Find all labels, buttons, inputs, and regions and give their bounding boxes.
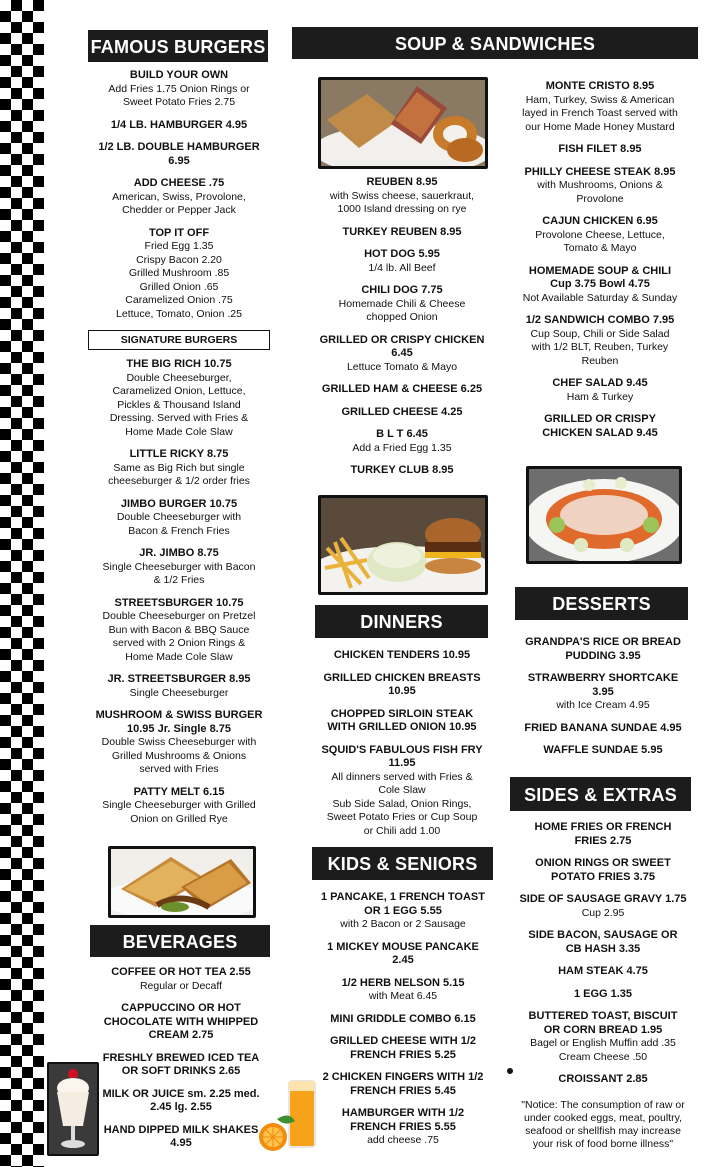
menu-item-name: ONION RINGS OR SWEET POTATO FRIES 3.75: [535, 857, 671, 883]
menu-item-name: PATTY MELT 6.15: [133, 785, 225, 798]
description-line: Cup 2.95: [581, 906, 625, 919]
menu-item-name: CHOPPED SIRLOIN STEAK WITH GRILLED ONION 10.95: [327, 707, 477, 733]
dinners-heading: DINNERS: [315, 605, 488, 638]
menu-item: [519, 965, 687, 979]
beverages-heading: BEVERAGES: [90, 925, 270, 957]
description-line: Homemade Chili & Cheese: [338, 297, 466, 310]
menu-item: [519, 744, 687, 758]
description-line: Ham, Turkey, Swiss & American: [525, 93, 675, 106]
description-line: Bacon & French Fries: [128, 524, 230, 537]
description-line: our Home Made Honey Mustard: [525, 120, 675, 133]
milkshake-photo: [47, 1062, 99, 1156]
menu-item-name: MONTE CRISTO 8.95: [545, 80, 655, 92]
menu-item-name: STREETSBURGER 10.75: [114, 596, 244, 609]
menu-item-description: [88, 561, 270, 588]
menu-item: [519, 857, 687, 884]
soup-right-list: [519, 80, 681, 440]
checkerboard-border: [0, 0, 44, 1167]
description-line: Grilled Onion .65: [139, 280, 219, 293]
menu-item-name: JIMBO BURGER 10.75: [120, 497, 238, 510]
menu-item-description: [519, 1037, 687, 1064]
menu-item-description: [519, 94, 681, 135]
orange-juice-image: [255, 1075, 321, 1155]
menu-item-description: [88, 372, 270, 440]
description-line: with Meat 6.45: [368, 990, 438, 1002]
beverages-list: [96, 966, 266, 1151]
description-line: Cup Soup, Chili or Side Salad: [530, 327, 670, 340]
beverages-column: [90, 925, 270, 957]
menu-item: [519, 143, 681, 157]
menu-item: [318, 383, 486, 397]
menu-item: [318, 284, 486, 325]
reuben-photo: [318, 77, 488, 169]
description-line: Single Cheeseburger with Bacon: [102, 560, 256, 573]
description-line: Double Cheeseburger with: [116, 511, 242, 523]
description-line: served with Fries: [139, 763, 219, 775]
soup-right-column: [519, 80, 681, 449]
menu-item: [519, 80, 681, 134]
menu-item: [96, 1124, 266, 1151]
menu-item-name: FRESHLY BREWED ICED TEA OR SOFT DRINKS 2.65: [102, 1051, 260, 1077]
menu-item-name: STRAWBERRY SHORTCAKE 3.95: [527, 672, 679, 698]
description-line: Regular or Decaff: [139, 979, 223, 992]
description-line: with 2 Bacon or 2 Sausage: [340, 918, 466, 930]
menu-item-description: [88, 462, 270, 489]
menu-item-name: FRIED BANANA SUNDAE 4.95: [524, 721, 682, 734]
description-line: layed in French Toast served with: [522, 107, 678, 119]
menu-item-name: 1 EGG 1.35: [573, 987, 633, 1000]
menu-item-description: [519, 391, 681, 405]
menu-item-description: [519, 292, 681, 306]
menu-item-name: GRILLED HAM & CHEESE 6.25: [321, 383, 483, 395]
menu-item: [519, 722, 687, 736]
menu-item-name: 2 CHICKEN FINGERS WITH 1/2 FRENCH FRIES 5.45: [322, 1071, 484, 1097]
menu-item: [88, 597, 270, 665]
kids-column: [312, 847, 493, 880]
menu-item-name: HAM STEAK 4.75: [558, 965, 648, 977]
menu-item: [519, 672, 687, 713]
menu-item-name: TURKEY CLUB 8.95: [350, 464, 454, 476]
description-line: Sweet Potato Fries or Cup Soup: [326, 811, 478, 823]
menu-item-name: CHEF SALAD 9.45: [552, 377, 648, 389]
menu-item-name: SIDE OF SAUSAGE GRAVY 1.75: [519, 893, 687, 905]
menu-item: [519, 1010, 687, 1064]
menu-item: [318, 672, 486, 699]
menu-item-name: ADD CHEESE .75: [133, 177, 225, 189]
description-line: with 1/2 BLT, Reuben, Turkey: [531, 341, 669, 353]
description-line: Home Made Cole Slaw: [125, 425, 233, 438]
description-line: Bagel or English Muffin add .35: [530, 1037, 676, 1049]
menu-item: [519, 413, 681, 440]
menu-item: [318, 248, 486, 275]
menu-item-description: [318, 262, 486, 276]
menu-item: [88, 448, 270, 489]
desserts-heading: DESSERTS: [515, 587, 688, 620]
patty-melt-photo: [108, 846, 256, 918]
menu-item-name: GRILLED OR CRISPY CHICKEN SALAD 9.45: [542, 413, 658, 439]
menu-item: [519, 929, 687, 956]
desserts-list-wrap: [519, 636, 687, 760]
description-line: Chedder or Pepper Jack: [122, 204, 236, 216]
kids-list: [318, 891, 488, 1148]
burger-fries-photo: [318, 495, 488, 595]
menu-item-name: GRILLED CHEESE 4.25: [341, 405, 463, 418]
sides-list: [519, 821, 687, 1087]
dinners-list-wrap: [318, 649, 486, 847]
dinners-column: [315, 605, 488, 638]
dinners-list: [318, 649, 486, 838]
menu-item-name: TURKEY REUBEN 8.95: [342, 225, 462, 238]
menu-item-name: CAJUN CHICKEN 6.95: [542, 215, 658, 227]
burgers-heading: FAMOUS BURGERS: [88, 30, 268, 62]
menu-item: [318, 891, 488, 932]
menu-item: [519, 893, 687, 920]
menu-item: [88, 547, 270, 588]
menu-item-description: [96, 980, 266, 994]
description-line: Sub Side Salad, Onion Rings,: [332, 797, 472, 810]
description-line: Lettuce, Tomato, Onion .25: [116, 307, 242, 320]
description-line: Pickles & Thousand Island: [117, 398, 241, 411]
description-line: Fried Egg 1.35: [144, 240, 214, 252]
description-line: Double Cheeseburger,: [126, 371, 232, 384]
menu-item-name: HOT DOG 5.95: [364, 248, 440, 260]
sides-extras-heading: SIDES & EXTRAS: [510, 777, 691, 811]
menu-item: [519, 988, 687, 1002]
description-line: Provolone Cheese, Lettuce,: [535, 228, 665, 241]
menu-item: [318, 977, 488, 1004]
menu-item-description: [519, 699, 687, 713]
bullet-dot: [507, 1068, 513, 1074]
menu-item: [519, 1073, 687, 1087]
description-line: All dinners served with Fries &: [331, 770, 473, 783]
description-line: cheeseburger & 1/2 order fries: [108, 475, 250, 487]
burgers-column: [88, 30, 270, 835]
menu-item-name: MINI GRIDDLE COMBO 6.15: [330, 1012, 476, 1025]
menu-item: [519, 215, 681, 256]
menu-item-description: [318, 442, 486, 456]
menu-item: [88, 177, 270, 218]
description-line: Single Cheeseburger: [129, 686, 229, 699]
menu-item-name: TOP IT OFF: [148, 226, 210, 239]
description-line: Tomato & Mayo: [563, 242, 637, 254]
description-line: Provolone: [576, 192, 624, 205]
menu-item: [96, 1052, 266, 1079]
menu-item: [519, 377, 681, 404]
desserts-list: [519, 636, 687, 758]
menu-item-name: JR. STREETSBURGER 8.95: [107, 673, 251, 685]
description-line: Double Cheeseburger on Pretzel: [102, 610, 256, 622]
description-line: Ham & Turkey: [566, 390, 634, 403]
menu-item-name: GRILLED OR CRISPY CHICKEN 6.45: [319, 333, 485, 359]
menu-item: [318, 708, 486, 735]
menu-item: [88, 119, 270, 133]
description-line: Cream Cheese .50: [558, 1050, 648, 1063]
menu-item-description: [519, 328, 681, 369]
soup-left-list: [318, 176, 486, 478]
menu-item-name: B L T 6.45: [376, 428, 428, 440]
description-line: Add a Fried Egg 1.35: [352, 441, 452, 454]
description-line: Grilled Mushrooms & Onions: [111, 749, 247, 762]
menu-item-description: [519, 907, 687, 921]
desserts-column: [515, 587, 688, 620]
menu-item: [519, 265, 681, 306]
description-line: Same as Big Rich but single: [113, 461, 245, 474]
menu-item: [88, 227, 270, 322]
menu-item-name: BUTTERED TOAST, BISCUIT OR CORN BREAD 1.95: [528, 1010, 678, 1036]
description-line: 1000 Island dressing on rye: [337, 203, 467, 215]
description-line: American, Swiss, Provolone,: [112, 190, 246, 203]
menu-item: [96, 1002, 266, 1043]
menu-item-name: WAFFLE SUNDAE 5.95: [543, 744, 663, 756]
menu-item: [88, 673, 270, 700]
menu-item-name: GRILLED CHICKEN BREASTS 10.95: [323, 671, 481, 697]
description-line: Grilled Mushroom .85: [128, 267, 230, 279]
menu-item-description: [318, 1134, 488, 1148]
menu-item: [519, 821, 687, 848]
description-line: chopped Onion: [366, 311, 438, 323]
description-line: with Mushrooms, Onions &: [537, 179, 663, 191]
menu-item-name: LITTLE RICKY 8.75: [129, 448, 229, 460]
menu-item: [519, 314, 681, 368]
menu-item-name: COFFEE OR HOT TEA 2.55: [111, 966, 251, 978]
menu-item-name: CHICKEN TENDERS 10.95: [333, 649, 471, 661]
menu-item-description: [318, 190, 486, 217]
menu-item: [96, 966, 266, 993]
description-line: Double Swiss Cheeseburger with: [101, 736, 257, 748]
menu-item-name: GRILLED CHEESE WITH 1/2 FRENCH FRIES 5.25: [329, 1035, 477, 1061]
menu-item-name: BUILD YOUR OWN: [129, 69, 229, 81]
menu-item-name: 1/4 LB. HAMBURGER 4.95: [110, 118, 248, 131]
menu-item: [318, 1071, 488, 1098]
description-line: add cheese .75: [367, 1134, 439, 1146]
description-line: Caramelized Onion .75: [125, 294, 233, 306]
description-line: Sweet Potato Fries 2.75: [122, 96, 236, 108]
menu-item-description: [519, 179, 681, 206]
soup-sandwiches-heading: SOUP & SANDWICHES: [292, 27, 698, 59]
menu-item: [318, 226, 486, 240]
description-line: Single Cheeseburger with Grilled: [102, 799, 256, 811]
menu-item-name: GRANDPA'S RICE OR BREAD PUDDING 3.95: [525, 636, 681, 662]
menu-item-description: [88, 687, 270, 701]
description-line: Caramelized Onion, Lettuce,: [112, 385, 246, 397]
soup-left-column: [318, 176, 486, 487]
menu-item-name: FISH FILET 8.95: [558, 143, 642, 155]
menu-item-name: 1/2 SANDWICH COMBO 7.95: [525, 314, 675, 326]
description-line: & 1/2 Fries: [153, 574, 205, 586]
description-line: Bun with Bacon & BBQ Sauce: [108, 623, 250, 636]
description-line: served with 2 Onion Rings &: [112, 637, 246, 649]
menu-item-name: CHILI DOG 7.75: [361, 284, 443, 296]
description-line: Not Available Saturday & Sunday: [522, 291, 678, 304]
menu-item: [318, 428, 486, 455]
menu-item-description: [88, 610, 270, 664]
sides-list-wrap: [519, 821, 687, 1151]
sides-column: [510, 777, 691, 811]
description-line: or Chili add 1.00: [363, 824, 441, 837]
menu-item-name: SIDE BACON, SAUSAGE OR CB HASH 3.35: [528, 929, 678, 955]
description-line: with Ice Cream 4.95: [556, 699, 650, 711]
menu-item-name: 1/2 LB. DOUBLE HAMBURGER 6.95: [98, 141, 260, 167]
menu-item-name: JR. JIMBO 8.75: [139, 547, 219, 559]
menu-item-name: HOME FRIES OR FRENCH FRIES 2.75: [534, 821, 672, 847]
description-line: Lettuce Tomato & Mayo: [346, 360, 458, 373]
description-line: Home Made Cole Slaw: [125, 650, 233, 663]
menu-item: [88, 69, 270, 110]
menu-item: [88, 498, 270, 539]
menu-item-description: [318, 918, 488, 932]
menu-item-name: HAMBURGER WITH 1/2 FRENCH FRIES 5.55: [341, 1107, 465, 1133]
signature-burgers-list: [88, 358, 270, 826]
description-line: Onion on Grilled Rye: [130, 812, 228, 825]
menu-item: [88, 786, 270, 827]
menu-item: [519, 166, 681, 207]
menu-item: [318, 941, 488, 968]
menu-item-name: HOMEMADE SOUP & CHILI Cup 3.75 Bowl 4.75: [528, 264, 672, 290]
menu-item-description: [318, 298, 486, 325]
description-line: Dressing. Served with Fries &: [109, 412, 249, 424]
menu-item: [318, 744, 486, 839]
chef-salad-photo: [526, 466, 682, 564]
description-line: 1/4 lb. All Beef: [368, 261, 436, 274]
signature-burgers-label: SIGNATURE BURGERS: [88, 330, 270, 350]
kids-seniors-heading: KIDS & SENIORS: [312, 847, 493, 880]
menu-item-description: [318, 771, 486, 839]
burgers-list: [88, 69, 270, 321]
menu-item-name: SQUID'S FABULOUS FISH FRY 11.95: [321, 743, 483, 769]
menu-item-description: [88, 83, 270, 110]
menu-item-name: CROISSANT 2.85: [558, 1073, 648, 1085]
menu-item-name: CAPPUCCINO OR HOT CHOCOLATE WITH WHIPPED CREAM 2.75: [103, 1002, 259, 1041]
food-safety-notice: "Notice: The consumption of raw or under cooked eggs, meat, poultry, seafood or shellfish may increase your risk of food borne illness": [521, 1098, 685, 1150]
menu-item-name: 1/2 HERB NELSON 5.15: [341, 976, 465, 989]
menu-item-description: [88, 511, 270, 538]
menu-item-description: [519, 229, 681, 256]
menu-item: [318, 1107, 488, 1148]
beverages-list-wrap: [96, 966, 266, 1160]
menu-item-name: 1 MICKEY MOUSE PANCAKE 2.45: [327, 940, 479, 966]
menu-item-name: MILK OR JUICE sm. 2.25 med. 2.45 lg. 2.55: [102, 1087, 260, 1113]
menu-item-name: HAND DIPPED MILK SHAKES 4.95: [103, 1123, 259, 1149]
menu-item: [519, 636, 687, 663]
menu-item: [318, 176, 486, 217]
menu-item-description: [318, 361, 486, 375]
menu-item-name: 1 PANCAKE, 1 FRENCH TOAST OR 1 EGG 5.55: [320, 891, 485, 917]
menu-item: [88, 141, 270, 168]
menu-item: [318, 1035, 488, 1062]
menu-item-description: [88, 240, 270, 321]
kids-list-wrap: [318, 891, 488, 1157]
menu-item: [318, 649, 486, 663]
menu-item-description: [88, 191, 270, 218]
menu-item: [318, 334, 486, 375]
menu-item-name: MUSHROOM & SWISS BURGER 10.95 Jr. Single 8.75: [95, 709, 263, 735]
description-line: Cole Slaw: [378, 784, 426, 796]
menu-item-name: PHILLY CHEESE STEAK 8.95: [524, 165, 676, 178]
menu-item-description: [88, 799, 270, 826]
description-line: Crispy Bacon 2.20: [136, 253, 222, 266]
menu-item-description: [318, 990, 488, 1004]
menu-item: [88, 709, 270, 777]
description-line: Reuben: [581, 354, 619, 367]
menu-item: [88, 358, 270, 439]
menu-item: [318, 406, 486, 420]
menu-item: [318, 464, 486, 478]
description-line: Add Fries 1.75 Onion Rings or: [108, 82, 250, 95]
menu-item: [96, 1088, 266, 1115]
menu-item: [318, 1013, 488, 1027]
menu-item-name: THE BIG RICH 10.75: [126, 358, 232, 370]
menu-item-name: REUBEN 8.95: [366, 176, 438, 188]
description-line: with Swiss cheese, sauerkraut,: [329, 189, 475, 202]
menu-item-description: [88, 736, 270, 777]
